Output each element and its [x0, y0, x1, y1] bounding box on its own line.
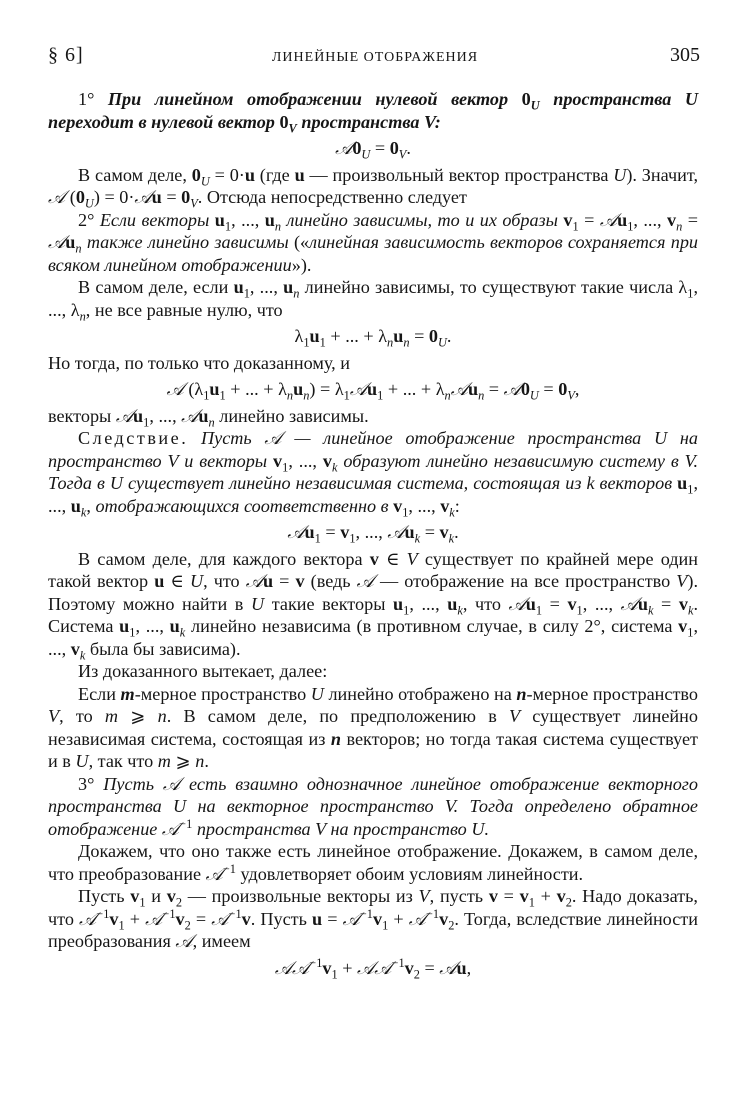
formula-1: $𝒜0_U = 0_V$. [335, 138, 411, 162]
proof-corollary: В самом деле, для каждого вектора v ∈ V существует по крайней мере один такой вектор u ∈ U, что 𝒜u = v (ведь 𝒜 — отображение на все пространство V). Поэтому можно найти в U такие векторы $u_1$, ..., $u_k$, что 𝒜u$_1$ = $v_1$, ..., 𝒜u$_k$ = $v_k$. Система $u_1$, ..., $u_k$ линейно независима (в противном случае, в силу 2°, система $v_1$, ..., $v_k$ была бы зависима). [48, 548, 699, 663]
property-2: 2° Если векторы $u_1$, ..., $u_n$ линейно зависимы, то и их образы $v_1$ = 𝒜u$_1$, ..., $v_n$ = 𝒜u$_n$ также линейно зависимы («линейная зависимость векторов сохраняется при всяком линейном отображении»). [48, 209, 699, 275]
formula-4: 𝒜u$_1$ = $v_1$, ..., 𝒜u$_k$ = $v_k$. [287, 522, 459, 546]
formula-2: $\lambda_1u_1$ + ... + $\lambda_nu_n = 0_U$. [294, 326, 452, 350]
section-marker: § 6] [48, 44, 84, 66]
property-3: 3° Пусть 𝒜 есть взаимно однозначное линейное отображение векторного пространства U на векторное пространство V. Тогда определено обратное отображение 𝒜$^{-1}$ пространства V на пространство U. [48, 773, 698, 839]
proof-2-end: векторы 𝒜u$_1$, ..., 𝒜u$_n$ линейно зависимы. [48, 405, 369, 430]
proof-1: В самом деле, $0_U = 0\cdot u$ (где u — произвольный вектор пространства U). Значит, 𝒜 $(0_U)$ = 0·𝒜u = $0_V$. Отсюда непосредственно следует [48, 164, 698, 211]
corollary: Следствие. Пусть 𝒜 — линейное отображение пространства U на пространство V и векторы $v_1$, ..., $v_k$ образуют линейно независимую систему в V. Тогда в U существует линейно независимая система, состоящая из k векторов $u_1$, ..., $u_k$, отображающихся соответственно в $v_1$, ..., $v_k$: [48, 428, 698, 520]
proof-3-cont: Пусть $v_1$ и $v_2$ — произвольные векторы из V, пусть $v = v_1 + v_2$. Надо доказать, что $𝒜^{-1}v_1$ + $𝒜^{-1}v_2$ = 𝒜$^{-1}$v. Пусть $u = 𝒜^{-1}v_1$ + $𝒜^{-1}v_2$. Тогда, вследствие линейности преобразования 𝒜, имеем [48, 886, 698, 951]
proof-3: Докажем, что оно также есть линейное отображение. Докажем, в самом деле, что преобразование 𝒜$^{-1}$ удовлетворяет обоим условиям линейности. [48, 841, 698, 884]
proof-2-cont: Но тогда, по только что доказанному, и [48, 352, 350, 373]
page-body [48, 88, 698, 983]
property-1: 1° При линейном отображении нулевой вектор $0_U$ пространства U переходит в нулевой вектор $0_V$ пространства V: [48, 89, 698, 136]
corollary-label: Следствие. [78, 428, 189, 448]
consequence-intro: Из доказанного вытекает, далее: [78, 661, 328, 681]
page-number: 305 [670, 44, 700, 66]
formula-3: 𝒜 ($\lambda_1u_1$ + ... + $\lambda_nu_n$) = $\lambda_1𝒜u_1$ + ... + $\lambda_n𝒜u_n$ = $𝒜0_U = 0_V$, [166, 379, 580, 403]
formula-5: $𝒜𝒜^{-1}v_1$ + $𝒜𝒜^{-1}v_2$ = 𝒜u, [274, 955, 472, 982]
running-title: ЛИНЕЙНЫЕ ОТОБРАЖЕНИЯ [271, 50, 479, 65]
consequence: Если m-мерное пространство U линейно отображено на n-мерное пространство V, то m ⩾ n. В самом деле, по предположению в V существует линейно независимая система, состоящая из n векторов; но тогда такая система существует и в U, так что m ⩾ n. [48, 683, 698, 771]
proof-2: В самом деле, если $u_1$, ..., $u_n$ линейно зависимы, то существуют такие числа $\lambda_1$, ..., $\lambda_n$, не все равные нулю, что [48, 277, 698, 324]
